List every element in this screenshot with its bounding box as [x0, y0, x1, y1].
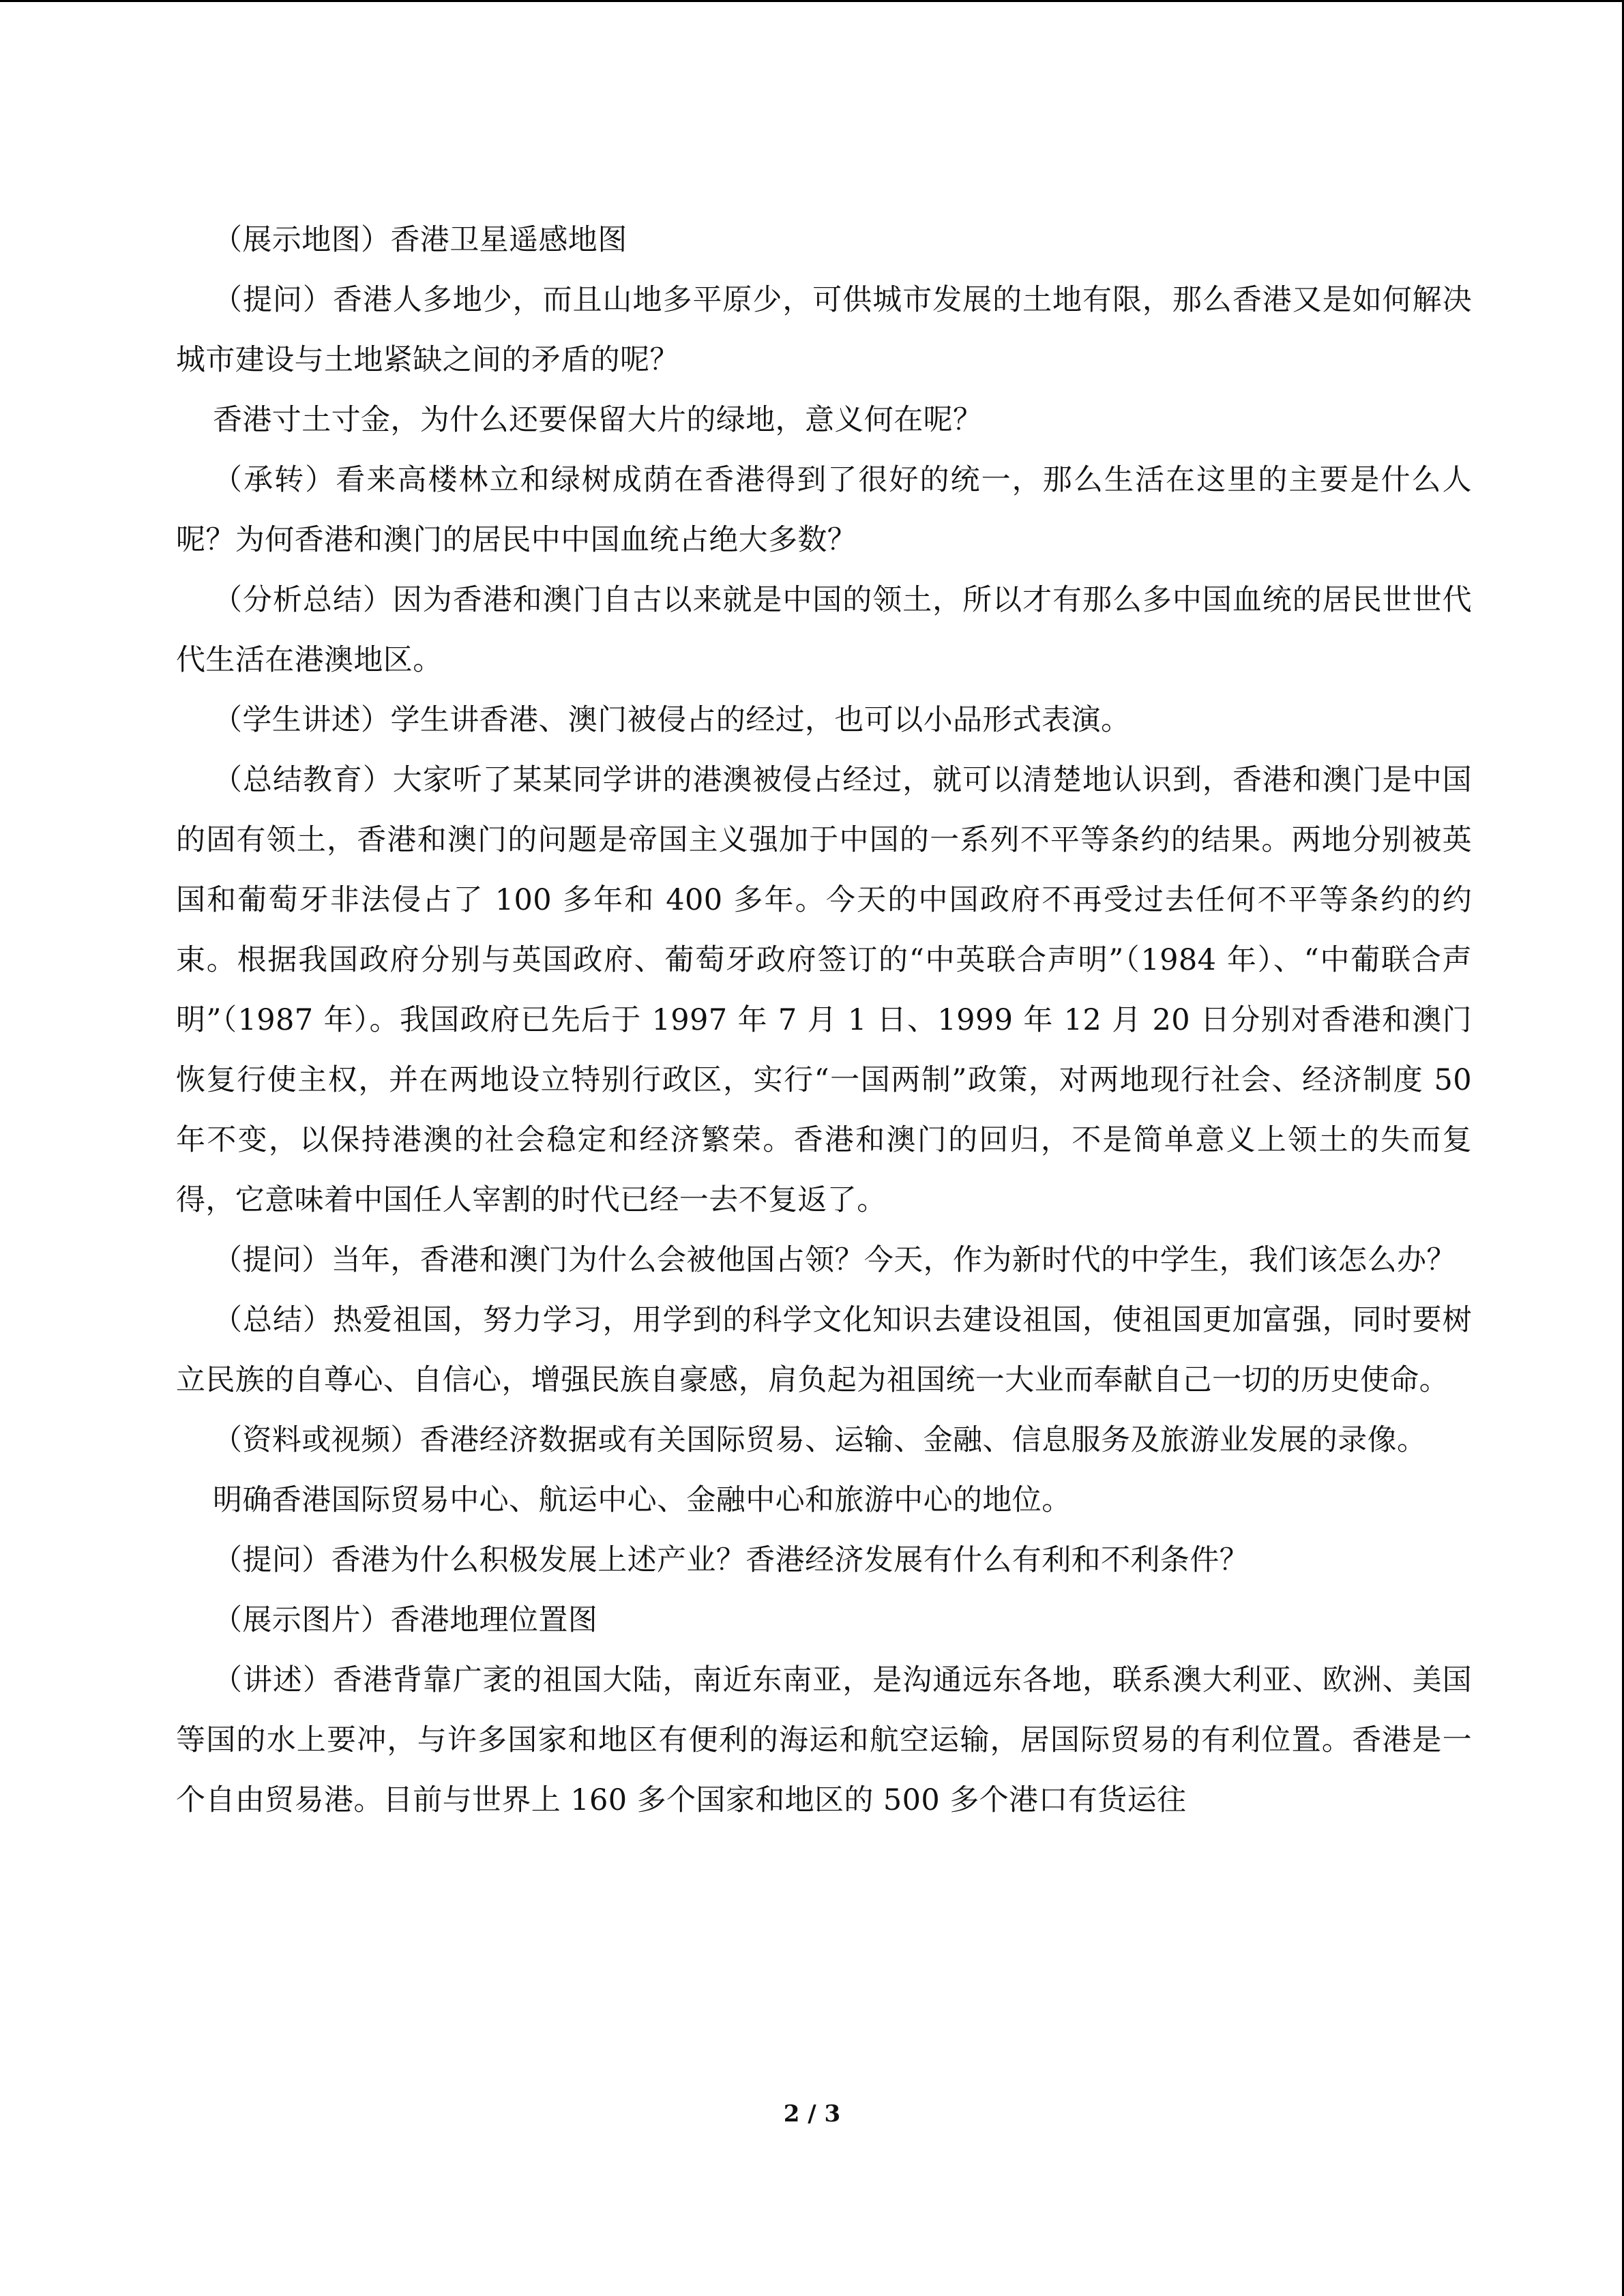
paragraph-show-map: （展示地图）香港卫星遥感地图 [213, 223, 628, 257]
paragraph-hk-centers: 明确香港国际贸易中心、航运中心、金融中心和旅游中心的地位。 [213, 1483, 1072, 1517]
paragraph-show-location-map: （展示图片）香港地理位置图 [213, 1603, 598, 1637]
paragraph-green-space: 香港寸土寸金，为什么还要保留大片的绿地，意义何在呢？ [213, 403, 983, 437]
paragraph-lecture-location: （讲述）香港背靠广袤的祖国大陆，南近东南亚，是沟通远东各地，联系澳大利亚、欧洲、美国等国的水上要冲，与许多国家和地区有便利的海运和航空运输，居国际贸易的有利位置。香港是一个自由贸易港。目前与世界上 160 多个国家和地区的 500 多个港口有货运往 [176, 1663, 1472, 1817]
paragraph-summary-education: （总结教育）大家听了某某同学讲的港澳被侵占经过，就可以清楚地认识到，香港和澳门是中国的固有领土，香港和澳门的问题是帝国主义强加于中国的一系列不平等条约的结果。两地分别被英国和葡萄牙非法侵占了 100 多年和 400 多年。今天的中国政府不再受过去任何不平等条约的约束。根据我国政府分别与英国政府、葡萄牙政府签订的“中英联合声明”（1984 年）、“中葡联合声明”（1987 年）。我国政府已先后于 1997 年 7 月 1 日、1999 年 12 月 20 日分别对香港和澳门恢复行使主权，并在两地设立特别行政区，实行“一国两制”政策，对两地现行社会、经济制度 50 年不变，以保持港澳的社会稳定和经济繁荣。香港和澳门的回归，不是简单意义上领土的失而复得，它意味着中国任人宰割的时代已经一去不复返了。 [176, 763, 1472, 1217]
paragraph-question-occupation: （提问）当年，香港和澳门为什么会被他国占领？今天，作为新时代的中学生，我们该怎么办？ [213, 1243, 1456, 1277]
paragraph-analysis-summary: （分析总结）因为香港和澳门自古以来就是中国的领土，所以才有那么多中国血统的居民世世代代生活在港澳地区。 [176, 583, 1472, 677]
paragraph-transition: （承转）看来高楼林立和绿树成荫在香港得到了很好的统一，那么生活在这里的主要是什么人呢？为何香港和澳门的居民中中国血统占绝大多数？ [176, 463, 1472, 557]
paragraph-summary-patriotism: （总结）热爱祖国，努力学习，用学到的科学文化知识去建设祖国，使祖国更加富强，同时要树立民族的自尊心、自信心，增强民族自豪感，肩负起为祖国统一大业而奉献自己一切的历史使命。 [176, 1303, 1472, 1397]
paragraph-question-land: （提问）香港人多地少，而且山地多平原少，可供城市发展的土地有限，那么香港又是如何解决城市建设与土地紧缺之间的矛盾的呢？ [176, 283, 1472, 377]
paragraph-question-economy: （提问）香港为什么积极发展上述产业？香港经济发展有什么有利和不利条件？ [213, 1543, 1249, 1577]
document-body [176, 210, 1472, 1830]
paragraph-materials-video: （资料或视频）香港经济数据或有关国际贸易、运输、金融、信息服务及旅游业发展的录像。 [213, 1423, 1427, 1457]
page-number: 2 / 3 [783, 2100, 841, 2128]
paragraph-student-narration: （学生讲述）学生讲香港、澳门被侵占的经过，也可以小品形式表演。 [213, 703, 1131, 737]
